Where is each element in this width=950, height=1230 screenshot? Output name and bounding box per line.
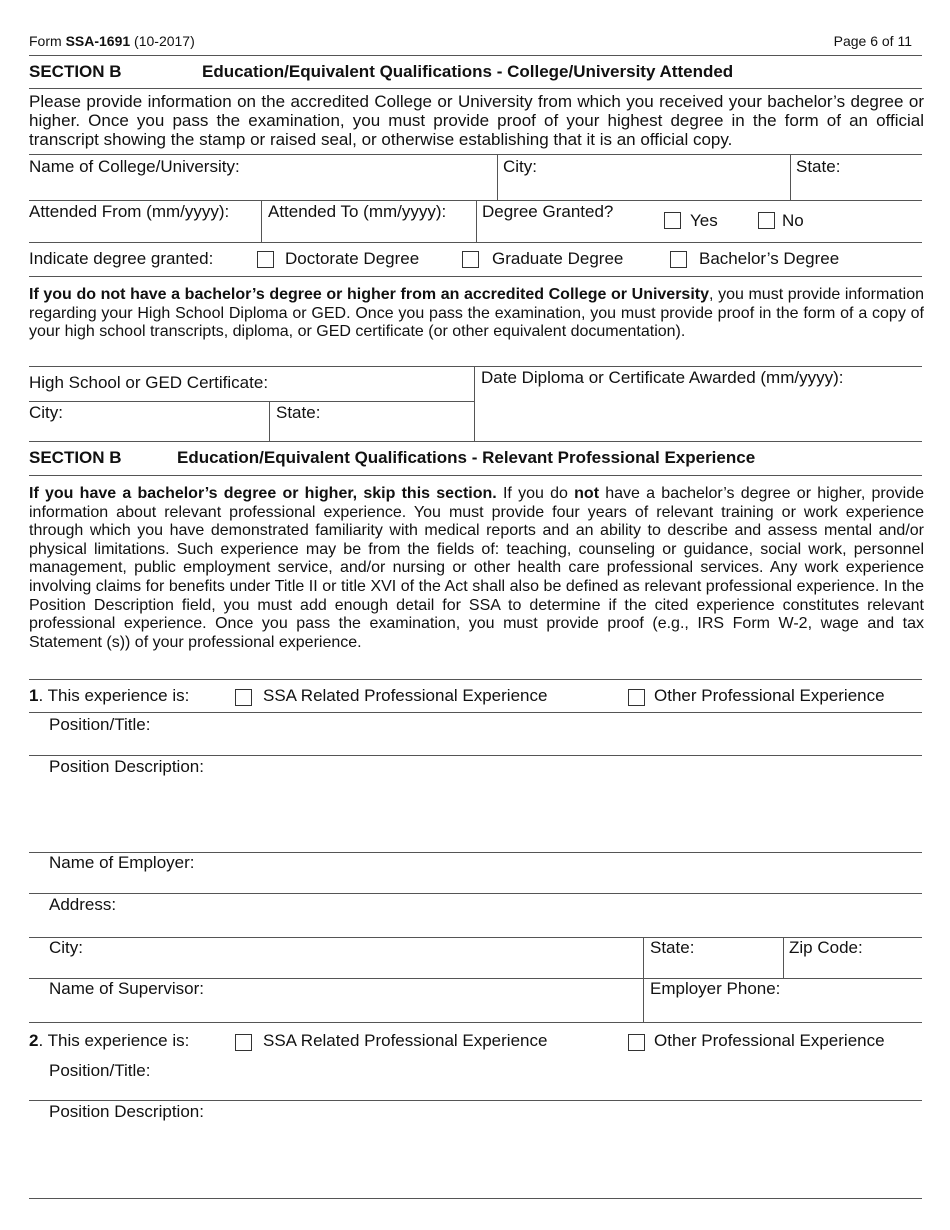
section-label: SECTION B (29, 448, 122, 467)
exp2-position-label: Position/Title: (49, 1061, 151, 1080)
exp1-state-label: State: (650, 938, 695, 957)
experience-1-lead: 1. This experience is: (29, 686, 190, 705)
exp2-other-checkbox[interactable] (628, 1034, 645, 1051)
section-title: Education/Equivalent Qualifications - Relevant Professional Experience (177, 448, 756, 467)
form-id: Form SSA-1691 (10-2017) (29, 33, 195, 49)
indicate-degree-label: Indicate degree granted: (29, 249, 214, 268)
degree-granted-label: Degree Granted? (482, 202, 614, 221)
exp1-ssa-checkbox[interactable] (235, 689, 252, 706)
exp1-address-label: Address: (49, 895, 117, 914)
degree-yes-checkbox[interactable] (664, 212, 681, 229)
section-title: Education/Equivalent Qualifications - College/University Attended (202, 62, 734, 81)
college-name-label: Name of College/University: (29, 157, 240, 176)
graduate-checkbox[interactable] (462, 251, 479, 268)
degree-no-label: No (782, 211, 804, 230)
doctorate-checkbox[interactable] (257, 251, 274, 268)
bachelors-checkbox[interactable] (670, 251, 687, 268)
exp1-description-label: Position Description: (49, 757, 204, 776)
divider (29, 55, 922, 56)
exp1-phone-label: Employer Phone: (650, 979, 781, 998)
exp1-city-label: City: (49, 938, 83, 957)
exp1-zip-label: Zip Code: (789, 938, 863, 957)
graduate-label: Graduate Degree (492, 249, 624, 268)
experience-2-lead: 2. This experience is: (29, 1031, 190, 1050)
attended-to-label: Attended To (mm/yyyy): (268, 202, 447, 221)
exp2-other-label: Other Professional Experience (654, 1031, 885, 1050)
exp1-supervisor-label: Name of Supervisor: (49, 979, 204, 998)
section-label: SECTION B (29, 62, 122, 81)
degree-no-checkbox[interactable] (758, 212, 775, 229)
diploma-date-label: Date Diploma or Certificate Awarded (mm/yyyy): (481, 368, 844, 387)
highschool-name-label: High School or GED Certificate: (29, 373, 269, 392)
attended-from-label: Attended From (mm/yyyy): (29, 202, 230, 221)
bachelors-label: Bachelor’s Degree (699, 249, 840, 268)
exp1-employer-label: Name of Employer: (49, 853, 195, 872)
highschool-instructions: If you do not have a bachelor’s degree or higher from an accredited College or University, you must provide information regarding your High School Diploma or GED. Once you pass the examination, you must provide proof in the form of a copy of your high school transcripts, diploma, or GED certificate (or other equivalent documentation). (29, 286, 925, 340)
college-instructions: Please provide information on the accredited College or University from which you received your bachelor’s degree or higher. Once you pass the examination, you must provide proof of your highest degree in the form of an official transcript showing the stamp or raised seal, or otherwise establishing that it is an official copy. (29, 92, 924, 149)
college-city-label: City: (503, 157, 537, 176)
degree-yes-label: Yes (690, 211, 718, 230)
exp2-ssa-label: SSA Related Professional Experience (263, 1031, 548, 1050)
highschool-city-label: City: (29, 403, 63, 422)
exp2-description-label: Position Description: (49, 1102, 204, 1121)
highschool-state-label: State: (276, 403, 321, 422)
exp1-position-label: Position/Title: (49, 715, 151, 734)
doctorate-label: Doctorate Degree (285, 249, 420, 268)
college-state-label: State: (796, 157, 841, 176)
exp1-ssa-label: SSA Related Professional Experience (263, 686, 548, 705)
page-number: Page 6 of 11 (833, 33, 912, 49)
exp1-other-label: Other Professional Experience (654, 686, 885, 705)
exp1-other-checkbox[interactable] (628, 689, 645, 706)
experience-instructions: If you have a bachelor’s degree or higher, skip this section. If you do not have a bachelor’s degree or higher, provide information about relevant professional experience. You must provide four years of relevant training or work experience through which you have demonstrated familiarity with medical reports and an ability to describe and assess mental and/or physical limitations. Such experience may be from the fields of: teaching, counseling or guidance, social work, personnel management, public employment service, and/or nursing or other health care professional services. Any work experience involving claims for benefits under Title II or title XVI of the Act shall also be defined as relevant professional experience. In the Position Description field, you must add enough detail for SSA to determine if the cited experience constitutes relevant professional experience. Once you pass the examination, you must provide proof (e.g., IRS Form W-2, wage and tax Statement (s)) of your professional experience. (29, 485, 924, 651)
exp2-ssa-checkbox[interactable] (235, 1034, 252, 1051)
